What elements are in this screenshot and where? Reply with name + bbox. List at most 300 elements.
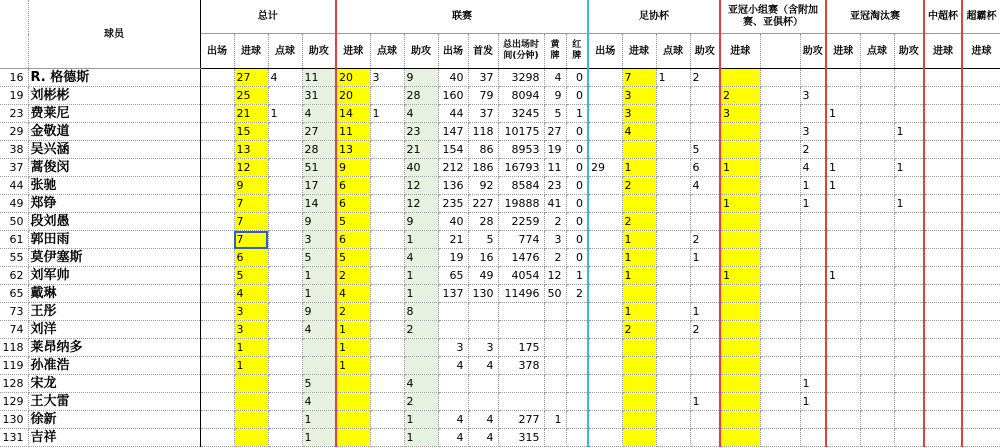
table-row[interactable]	[0, 177, 1000, 195]
league-cell[interactable]	[370, 339, 404, 357]
fa-cup-cell[interactable]	[588, 393, 622, 411]
acl-ko-cell[interactable]	[894, 339, 924, 357]
league-cell[interactable]	[566, 411, 588, 429]
fa-cup-cell[interactable]	[690, 375, 720, 393]
total-cell[interactable]: 25	[234, 87, 268, 105]
fa-cup-cell[interactable]: 1	[622, 231, 656, 249]
total-cell[interactable]: 28	[302, 141, 336, 159]
acl-group-cell[interactable]	[760, 87, 800, 105]
league-cell[interactable]: 2	[336, 267, 370, 285]
fa-cup-cell[interactable]	[588, 123, 622, 141]
league-cell[interactable]: 10175	[498, 123, 544, 141]
total-cell[interactable]: 27	[234, 69, 268, 87]
fa-cup-cell[interactable]	[656, 285, 690, 303]
fa-cup-cell[interactable]	[622, 285, 656, 303]
league-cell[interactable]	[566, 321, 588, 339]
table-row[interactable]	[0, 321, 1000, 339]
league-cell[interactable]: 16793	[498, 159, 544, 177]
table-row[interactable]	[0, 141, 1000, 159]
fa-cup-cell[interactable]	[588, 69, 622, 87]
fa-cup-cell[interactable]	[656, 87, 690, 105]
league-cell[interactable]	[544, 357, 566, 375]
subheader-league[interactable]: 首发	[468, 34, 498, 69]
total-cell[interactable]: 4	[302, 105, 336, 123]
table-row[interactable]	[0, 159, 1000, 177]
acl-group-cell[interactable]: 1	[720, 267, 760, 285]
league-cell[interactable]: 1	[336, 321, 370, 339]
champ-cup-cell[interactable]	[962, 249, 1000, 267]
league-cell[interactable]: 1	[544, 411, 566, 429]
fa-cup-cell[interactable]	[690, 339, 720, 357]
player-header[interactable]: 球员	[28, 0, 200, 69]
acl-ko-cell[interactable]	[826, 321, 860, 339]
champ-cup-cell[interactable]	[962, 339, 1000, 357]
player-name-cell[interactable]: 徐新	[28, 411, 200, 429]
acl-ko-cell[interactable]	[894, 213, 924, 231]
acl-ko-cell[interactable]	[826, 87, 860, 105]
fa-cup-cell[interactable]	[656, 177, 690, 195]
subheader-acl_ko[interactable]: 进球	[826, 34, 860, 69]
super-cup-cell[interactable]	[924, 339, 962, 357]
fa-cup-cell[interactable]: 4	[690, 177, 720, 195]
total-cell[interactable]	[268, 123, 302, 141]
league-cell[interactable]: 21	[438, 231, 468, 249]
league-cell[interactable]: 774	[498, 231, 544, 249]
league-cell[interactable]	[498, 321, 544, 339]
player-name-cell[interactable]: 费莱尼	[28, 105, 200, 123]
total-cell[interactable]	[302, 339, 336, 357]
total-cell[interactable]	[200, 69, 234, 87]
league-cell[interactable]	[370, 285, 404, 303]
league-cell[interactable]: 3	[438, 339, 468, 357]
total-cell[interactable]	[200, 393, 234, 411]
acl-group-cell[interactable]: 4	[800, 159, 826, 177]
league-cell[interactable]: 130	[468, 285, 498, 303]
league-cell[interactable]	[438, 393, 468, 411]
fa-cup-cell[interactable]: 1	[622, 267, 656, 285]
total-cell[interactable]	[200, 429, 234, 447]
league-cell[interactable]: 147	[438, 123, 468, 141]
league-cell[interactable]: 4	[468, 411, 498, 429]
acl-ko-cell[interactable]	[826, 141, 860, 159]
acl-group-cell[interactable]	[720, 123, 760, 141]
champ-cup-cell[interactable]	[962, 375, 1000, 393]
fa-cup-cell[interactable]: 1	[622, 159, 656, 177]
fa-cup-cell[interactable]	[588, 231, 622, 249]
league-cell[interactable]	[544, 321, 566, 339]
subheader-total[interactable]: 进球	[234, 34, 268, 69]
table-row[interactable]	[0, 267, 1000, 285]
acl-group-cell[interactable]: 2	[800, 141, 826, 159]
champ-cup-cell[interactable]	[962, 285, 1000, 303]
acl-group-cell[interactable]	[800, 249, 826, 267]
fa-cup-cell[interactable]	[656, 123, 690, 141]
acl-group-cell[interactable]	[720, 411, 760, 429]
fa-cup-cell[interactable]	[656, 393, 690, 411]
league-cell[interactable]: 12	[404, 195, 438, 213]
fa-cup-cell[interactable]	[588, 429, 622, 447]
league-cell[interactable]: 4	[404, 105, 438, 123]
acl-ko-cell[interactable]	[860, 69, 894, 87]
league-cell[interactable]	[370, 87, 404, 105]
acl-ko-cell[interactable]	[860, 303, 894, 321]
fa-cup-cell[interactable]: 2	[622, 177, 656, 195]
league-cell[interactable]: 8094	[498, 87, 544, 105]
league-cell[interactable]	[544, 339, 566, 357]
acl-group-cell[interactable]	[760, 141, 800, 159]
table-row[interactable]	[0, 357, 1000, 375]
super-cup-cell[interactable]	[924, 375, 962, 393]
fa-cup-cell[interactable]	[588, 303, 622, 321]
total-cell[interactable]: 7	[234, 195, 268, 213]
subheader-league[interactable]: 点球	[370, 34, 404, 69]
fa-cup-cell[interactable]	[622, 339, 656, 357]
total-cell[interactable]	[268, 231, 302, 249]
total-cell[interactable]	[200, 105, 234, 123]
acl-ko-cell[interactable]	[826, 339, 860, 357]
acl-ko-cell[interactable]	[860, 393, 894, 411]
league-cell[interactable]: 4	[438, 429, 468, 447]
subheader-acl_group[interactable]	[760, 34, 800, 69]
fa-cup-cell[interactable]	[656, 321, 690, 339]
super-cup-cell[interactable]	[924, 69, 962, 87]
league-cell[interactable]: 1	[336, 339, 370, 357]
acl-group-cell[interactable]	[720, 303, 760, 321]
acl-group-cell[interactable]: 1	[720, 159, 760, 177]
league-cell[interactable]	[370, 177, 404, 195]
league-cell[interactable]: 50	[544, 285, 566, 303]
league-cell[interactable]: 0	[566, 123, 588, 141]
acl-ko-cell[interactable]	[826, 429, 860, 447]
acl-ko-cell[interactable]	[826, 411, 860, 429]
acl-group-cell[interactable]	[800, 357, 826, 375]
acl-group-cell[interactable]	[800, 321, 826, 339]
league-cell[interactable]: 20	[336, 69, 370, 87]
row-number[interactable]: 119	[0, 357, 28, 375]
league-cell[interactable]: 186	[468, 159, 498, 177]
fa-cup-cell[interactable]	[690, 123, 720, 141]
acl-group-cell[interactable]	[800, 231, 826, 249]
player-name-cell[interactable]: 郑铮	[28, 195, 200, 213]
league-cell[interactable]: 2	[336, 303, 370, 321]
player-name-cell[interactable]: 莱昂纳多	[28, 339, 200, 357]
league-cell[interactable]	[468, 321, 498, 339]
fa-cup-cell[interactable]	[622, 357, 656, 375]
table-row[interactable]	[0, 231, 1000, 249]
league-cell[interactable]: 277	[498, 411, 544, 429]
champ-cup-cell[interactable]	[962, 195, 1000, 213]
fa-cup-cell[interactable]	[588, 357, 622, 375]
acl-group-cell[interactable]	[720, 177, 760, 195]
fa-cup-cell[interactable]	[588, 105, 622, 123]
fa-cup-cell[interactable]	[656, 357, 690, 375]
fa-cup-cell[interactable]	[622, 195, 656, 213]
league-cell[interactable]	[468, 393, 498, 411]
player-name-cell[interactable]: 戴琳	[28, 285, 200, 303]
fa-cup-cell[interactable]	[588, 267, 622, 285]
acl-group-cell[interactable]	[720, 357, 760, 375]
acl-group-cell[interactable]	[760, 357, 800, 375]
row-number[interactable]: 16	[0, 69, 28, 87]
player-name-cell[interactable]: 蒿俊闵	[28, 159, 200, 177]
row-number[interactable]: 29	[0, 123, 28, 141]
total-header[interactable]: 总计	[200, 0, 336, 34]
league-cell[interactable]: 5	[468, 231, 498, 249]
fa-cup-cell[interactable]	[690, 357, 720, 375]
league-cell[interactable]: 0	[566, 249, 588, 267]
fa-cup-cell[interactable]: 2	[690, 69, 720, 87]
total-cell[interactable]: 1	[302, 411, 336, 429]
acl-group-cell[interactable]	[720, 69, 760, 87]
league-cell[interactable]	[498, 375, 544, 393]
league-cell[interactable]: 3245	[498, 105, 544, 123]
league-cell[interactable]: 118	[468, 123, 498, 141]
fa-cup-cell[interactable]	[690, 267, 720, 285]
total-cell[interactable]: 31	[302, 87, 336, 105]
league-cell[interactable]: 21	[404, 141, 438, 159]
league-cell[interactable]: 4	[438, 357, 468, 375]
fa-cup-cell[interactable]	[690, 87, 720, 105]
total-cell[interactable]: 9	[234, 177, 268, 195]
acl-group-cell[interactable]: 1	[800, 393, 826, 411]
player-name-cell[interactable]: 莫伊塞斯	[28, 249, 200, 267]
fa-cup-cell[interactable]	[588, 321, 622, 339]
league-cell[interactable]	[370, 429, 404, 447]
fa-cup-cell[interactable]	[656, 303, 690, 321]
row-number[interactable]: 38	[0, 141, 28, 159]
total-cell[interactable]: 3	[234, 303, 268, 321]
league-cell[interactable]: 6	[336, 231, 370, 249]
subheader-fa_cup[interactable]: 进球	[622, 34, 656, 69]
acl-ko-cell[interactable]	[894, 429, 924, 447]
fa-cup-cell[interactable]: 1	[656, 69, 690, 87]
row-number[interactable]: 131	[0, 429, 28, 447]
acl-ko-cell[interactable]	[860, 285, 894, 303]
league-cell[interactable]: 8584	[498, 177, 544, 195]
acl-group-cell[interactable]: 2	[720, 87, 760, 105]
total-cell[interactable]	[268, 429, 302, 447]
subheader-total[interactable]: 出场	[200, 34, 234, 69]
league-cell[interactable]	[404, 357, 438, 375]
league-cell[interactable]: 3	[544, 231, 566, 249]
champ-cup-cell[interactable]	[962, 303, 1000, 321]
league-cell[interactable]	[566, 339, 588, 357]
subheader-fa_cup[interactable]: 点球	[656, 34, 690, 69]
acl-ko-cell[interactable]	[860, 87, 894, 105]
player-name-cell[interactable]: 张驰	[28, 177, 200, 195]
row-number[interactable]: 49	[0, 195, 28, 213]
total-cell[interactable]: 9	[302, 213, 336, 231]
acl-ko-cell[interactable]	[894, 105, 924, 123]
league-cell[interactable]	[370, 267, 404, 285]
acl-ko-cell[interactable]: 1	[826, 267, 860, 285]
acl-ko-cell[interactable]	[860, 177, 894, 195]
total-cell[interactable]	[302, 357, 336, 375]
champ-cup-cell[interactable]	[962, 105, 1000, 123]
league-cell[interactable]: 0	[566, 231, 588, 249]
total-cell[interactable]	[200, 375, 234, 393]
fa-cup-cell[interactable]	[656, 267, 690, 285]
fa-cup-cell[interactable]	[690, 105, 720, 123]
league-cell[interactable]	[544, 393, 566, 411]
subheader-acl_ko[interactable]: 助攻	[894, 34, 924, 69]
league-cell[interactable]: 315	[498, 429, 544, 447]
super-cup-cell[interactable]	[924, 411, 962, 429]
total-cell[interactable]	[200, 321, 234, 339]
subheader-league[interactable]: 黄牌	[544, 34, 566, 69]
row-number[interactable]: 118	[0, 339, 28, 357]
fa-cup-cell[interactable]	[622, 393, 656, 411]
league-cell[interactable]: 44	[438, 105, 468, 123]
fa-cup-cell[interactable]: 2	[690, 321, 720, 339]
acl-group-cell[interactable]	[720, 141, 760, 159]
league-cell[interactable]: 0	[566, 159, 588, 177]
subheader-super_cup[interactable]: 进球	[924, 34, 962, 69]
champ-cup-header[interactable]: 超霸杯	[962, 0, 1000, 34]
acl-ko-cell[interactable]	[826, 357, 860, 375]
acl-group-cell[interactable]	[800, 339, 826, 357]
total-cell[interactable]	[234, 393, 268, 411]
acl-group-cell[interactable]: 1	[800, 375, 826, 393]
league-cell[interactable]	[370, 195, 404, 213]
table-row[interactable]	[0, 285, 1000, 303]
league-cell[interactable]: 137	[438, 285, 468, 303]
total-cell[interactable]: 27	[302, 123, 336, 141]
total-cell[interactable]	[268, 411, 302, 429]
fa-cup-header[interactable]: 足协杯	[588, 0, 720, 34]
table-row[interactable]	[0, 195, 1000, 213]
league-cell[interactable]	[370, 375, 404, 393]
league-cell[interactable]: 0	[566, 177, 588, 195]
total-cell[interactable]	[268, 87, 302, 105]
league-cell[interactable]: 4054	[498, 267, 544, 285]
acl-group-cell[interactable]	[800, 69, 826, 87]
league-cell[interactable]: 16	[468, 249, 498, 267]
acl-ko-cell[interactable]	[860, 159, 894, 177]
total-cell[interactable]	[268, 321, 302, 339]
league-cell[interactable]	[404, 339, 438, 357]
acl-ko-cell[interactable]	[826, 393, 860, 411]
league-cell[interactable]: 49	[468, 267, 498, 285]
total-cell[interactable]: 15	[234, 123, 268, 141]
super-cup-cell[interactable]	[924, 429, 962, 447]
league-cell[interactable]	[370, 411, 404, 429]
total-cell[interactable]	[268, 249, 302, 267]
total-cell[interactable]	[268, 285, 302, 303]
acl-ko-cell[interactable]	[860, 429, 894, 447]
fa-cup-cell[interactable]	[656, 231, 690, 249]
league-cell[interactable]	[370, 231, 404, 249]
super-cup-cell[interactable]	[924, 249, 962, 267]
acl-group-cell[interactable]	[760, 393, 800, 411]
league-cell[interactable]: 19	[438, 249, 468, 267]
acl-group-cell[interactable]	[720, 249, 760, 267]
league-cell[interactable]: 86	[468, 141, 498, 159]
acl-ko-cell[interactable]	[860, 141, 894, 159]
acl-group-cell[interactable]	[720, 375, 760, 393]
total-cell[interactable]	[200, 285, 234, 303]
fa-cup-cell[interactable]	[588, 87, 622, 105]
league-cell[interactable]: 6	[336, 195, 370, 213]
league-cell[interactable]: 378	[498, 357, 544, 375]
fa-cup-cell[interactable]	[588, 177, 622, 195]
league-cell[interactable]: 2	[544, 249, 566, 267]
acl-group-cell[interactable]: 3	[800, 123, 826, 141]
acl-ko-cell[interactable]	[826, 303, 860, 321]
champ-cup-cell[interactable]	[962, 141, 1000, 159]
table-row[interactable]	[0, 429, 1000, 447]
total-cell[interactable]: 3	[302, 231, 336, 249]
acl-group-cell[interactable]: 1	[720, 195, 760, 213]
fa-cup-cell[interactable]	[656, 375, 690, 393]
acl-group-cell[interactable]	[720, 339, 760, 357]
league-cell[interactable]: 9	[404, 69, 438, 87]
total-cell[interactable]	[200, 213, 234, 231]
league-cell[interactable]	[566, 429, 588, 447]
subheader-acl_ko[interactable]: 点球	[860, 34, 894, 69]
total-cell[interactable]	[200, 159, 234, 177]
league-cell[interactable]: 4	[544, 69, 566, 87]
league-cell[interactable]: 40	[438, 69, 468, 87]
total-cell[interactable]	[200, 177, 234, 195]
league-cell[interactable]: 12	[544, 267, 566, 285]
fa-cup-cell[interactable]	[656, 213, 690, 231]
acl-group-cell[interactable]: 1	[800, 177, 826, 195]
acl-group-cell[interactable]	[800, 105, 826, 123]
total-cell[interactable]	[234, 429, 268, 447]
league-cell[interactable]: 92	[468, 177, 498, 195]
fa-cup-cell[interactable]	[588, 375, 622, 393]
league-cell[interactable]: 0	[566, 213, 588, 231]
subheader-fa_cup[interactable]: 助攻	[690, 34, 720, 69]
league-cell[interactable]	[336, 375, 370, 393]
fa-cup-cell[interactable]	[690, 411, 720, 429]
league-cell[interactable]: 8953	[498, 141, 544, 159]
acl-ko-cell[interactable]	[860, 357, 894, 375]
player-name-cell[interactable]: 吉祥	[28, 429, 200, 447]
league-cell[interactable]: 0	[566, 141, 588, 159]
total-cell[interactable]: 3	[234, 321, 268, 339]
row-number[interactable]: 23	[0, 105, 28, 123]
total-cell[interactable]: 1	[302, 429, 336, 447]
acl-ko-cell[interactable]	[860, 105, 894, 123]
league-cell[interactable]: 23	[404, 123, 438, 141]
acl-ko-cell[interactable]	[826, 213, 860, 231]
acl-ko-cell[interactable]	[894, 375, 924, 393]
row-number[interactable]: 130	[0, 411, 28, 429]
acl-ko-cell[interactable]	[860, 231, 894, 249]
league-cell[interactable]: 4	[404, 249, 438, 267]
acl-group-cell[interactable]	[760, 213, 800, 231]
league-cell[interactable]	[566, 303, 588, 321]
table-row[interactable]	[0, 69, 1000, 87]
row-number[interactable]: 55	[0, 249, 28, 267]
league-cell[interactable]	[370, 249, 404, 267]
acl-ko-cell[interactable]	[894, 141, 924, 159]
league-cell[interactable]: 227	[468, 195, 498, 213]
row-number[interactable]: 61	[0, 231, 28, 249]
fa-cup-cell[interactable]	[588, 195, 622, 213]
acl-group-cell[interactable]	[760, 159, 800, 177]
acl-group-cell[interactable]	[760, 231, 800, 249]
acl-ko-cell[interactable]	[860, 123, 894, 141]
table-row[interactable]	[0, 213, 1000, 231]
league-cell[interactable]: 1	[404, 411, 438, 429]
acl-ko-cell[interactable]	[894, 249, 924, 267]
league-cell[interactable]: 20	[336, 87, 370, 105]
league-cell[interactable]: 235	[438, 195, 468, 213]
total-cell[interactable]	[200, 249, 234, 267]
